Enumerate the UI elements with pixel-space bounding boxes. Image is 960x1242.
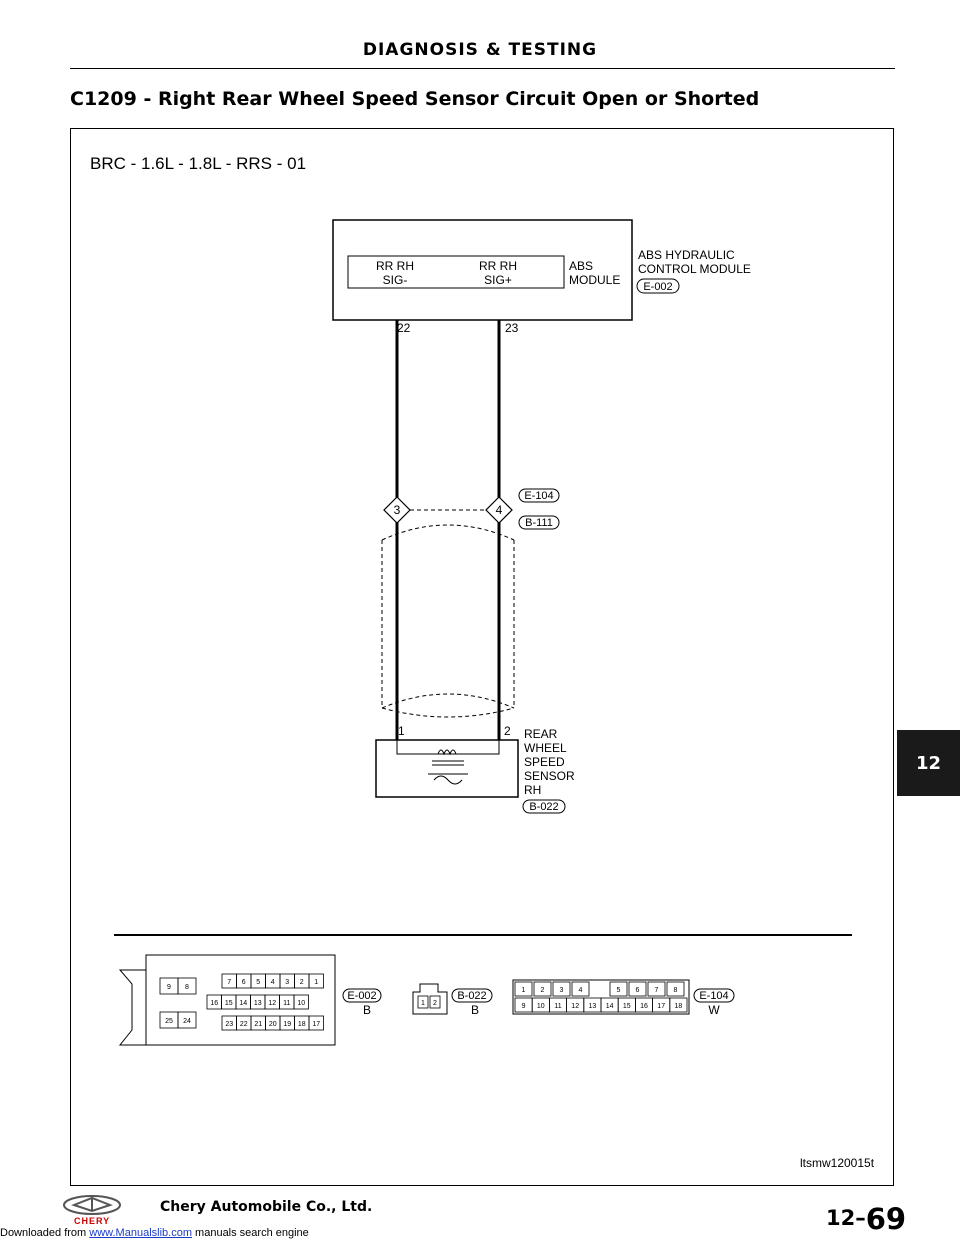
download-prefix: Downloaded from — [0, 1227, 87, 1239]
abs-pin-left-line1: RR RH — [376, 259, 414, 273]
e002-pin: 15 — [224, 1000, 233, 1007]
e002-pin: 17 — [312, 1021, 321, 1028]
e104-pin: 2 — [540, 987, 545, 994]
abs-pin-23: 23 — [505, 321, 519, 335]
b022-connector-face — [413, 984, 447, 1014]
e002-pin: 25 — [165, 1018, 173, 1025]
abs-module-name-line2: MODULE — [569, 273, 621, 287]
e002-color: B — [362, 1003, 372, 1017]
e104-pin: 16 — [640, 1003, 648, 1010]
e104-pin: 8 — [673, 987, 678, 994]
sensor-pin-2: 2 — [504, 724, 511, 738]
e104-pin: 10 — [536, 1003, 545, 1010]
e002-pin: 5 — [256, 979, 261, 986]
e002-connector-face — [120, 955, 335, 1045]
e002-label: E-002 — [347, 990, 377, 1002]
inline-connector-bottom: B-111 — [525, 517, 553, 529]
diagram-code: BRC - 1.6L - 1.8L - RRS - 01 — [90, 154, 307, 173]
sensor-connector-label: B-022 — [529, 801, 559, 813]
b022-label: B-022 — [457, 990, 487, 1002]
e002-pin: 7 — [227, 979, 232, 986]
shield-bottom-arc-lower — [382, 708, 514, 717]
e002-pin: 3 — [285, 979, 290, 986]
e002-pin: 10 — [297, 1000, 306, 1007]
e002-pin: 1 — [314, 979, 319, 986]
sensor-pin-1: 1 — [398, 724, 405, 738]
abs-module-name-line1: ABS — [569, 259, 594, 273]
download-note — [0, 1227, 309, 1239]
inline-pin-4: 4 — [495, 503, 503, 517]
e002-pin: 8 — [185, 984, 189, 991]
shield-top-arc — [382, 525, 514, 540]
sensor-coil-icon — [438, 750, 456, 754]
abs-pin-22: 22 — [397, 321, 411, 335]
e104-color: W — [708, 1003, 720, 1017]
e104-pin: 18 — [674, 1003, 683, 1010]
e104-label: E-104 — [699, 990, 729, 1002]
e104-pin: 12 — [571, 1003, 580, 1010]
b022-pin-1: 1 — [421, 1000, 425, 1007]
section-header: DIAGNOSIS & TESTING — [362, 40, 598, 60]
e002-pin: 21 — [254, 1021, 263, 1028]
figure-id: ltsmw120015t — [800, 1156, 875, 1170]
download-link[interactable]: www.Manualslib.com — [89, 1227, 192, 1239]
e002-pin: 16 — [210, 1000, 219, 1007]
e104-pin: 11 — [554, 1003, 562, 1010]
inline-connector-top: E-104 — [524, 490, 554, 502]
e002-pin: 2 — [299, 979, 304, 986]
e002-pin: 6 — [241, 979, 246, 986]
sensor-label-line5: RH — [524, 783, 542, 797]
e002-pin: 12 — [268, 1000, 277, 1007]
e002-pin: 19 — [283, 1021, 292, 1028]
sensor-label-line4: SENSOR — [524, 769, 575, 783]
abs-pin-right-line2: SIG+ — [484, 273, 512, 287]
b022-color: B — [470, 1003, 480, 1017]
e002-pin: 18 — [297, 1021, 306, 1028]
footer-company: Chery Automobile Co., Ltd. — [160, 1199, 373, 1215]
page-number-value: 69 — [865, 1202, 907, 1236]
sensor-rotor-wave — [434, 776, 462, 784]
e002-pin: 4 — [270, 979, 275, 986]
abs-label-line2: CONTROL MODULE — [638, 262, 751, 276]
e104-pin: 3 — [559, 987, 564, 994]
e002-pin: 23 — [225, 1021, 234, 1028]
e104-pin: 9 — [521, 1003, 526, 1010]
e104-pin: 15 — [622, 1003, 631, 1010]
e104-pin: 5 — [616, 987, 621, 994]
e104-pin: 4 — [578, 987, 583, 994]
abs-connector-label: E-002 — [643, 281, 673, 293]
e104-pin: 14 — [605, 1003, 614, 1010]
e002-pin: 11 — [283, 1000, 291, 1007]
e104-pin: 7 — [654, 987, 659, 994]
logo-text: CHERY — [74, 1216, 111, 1226]
page-title: C1209 - Right Rear Wheel Speed Sensor Circuit Open or Shorted — [70, 88, 760, 110]
sensor-inner-circuit — [397, 740, 499, 754]
e002-pin: 24 — [183, 1018, 191, 1025]
abs-pin-left-line2: SIG- — [382, 273, 408, 287]
abs-pin-right-line1: RR RH — [479, 259, 517, 273]
sensor-label-line3: SPEED — [524, 755, 565, 769]
b022-pin-2: 2 — [433, 1000, 437, 1007]
section-tab[interactable]: 12 — [897, 730, 960, 796]
e002-pin: 14 — [239, 1000, 248, 1007]
e002-pin: 9 — [167, 984, 171, 991]
e104-pin: 17 — [657, 1003, 666, 1010]
e002-pin: 20 — [268, 1021, 277, 1028]
abs-label-line1: ABS HYDRAULIC — [638, 248, 735, 262]
sensor-label-line1: REAR — [524, 727, 558, 741]
shield-bottom-arc — [382, 694, 514, 708]
e002-housing-tab — [120, 970, 146, 1045]
page-number — [826, 1198, 907, 1236]
e002-pin: 22 — [239, 1021, 248, 1028]
chery-logo-icon — [60, 1194, 124, 1218]
inline-pin-3: 3 — [393, 503, 401, 517]
e104-pin: 1 — [521, 987, 526, 994]
e104-connector-face — [513, 980, 689, 1014]
download-suffix: manuals search engine — [195, 1227, 309, 1239]
e104-pin: 6 — [635, 987, 640, 994]
sensor-label-line2: WHEEL — [524, 741, 567, 755]
e104-pin: 13 — [588, 1003, 597, 1010]
e002-pin: 13 — [253, 1000, 262, 1007]
page-prefix: 12– — [826, 1206, 866, 1230]
